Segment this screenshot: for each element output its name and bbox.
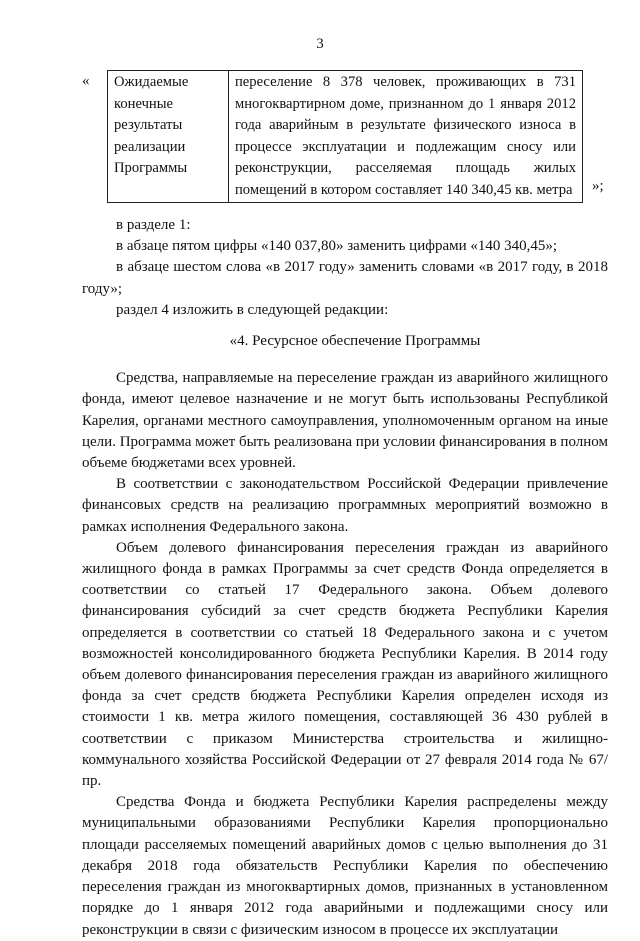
document-body	[82, 215, 608, 941]
paragraph-financing-volume: Объем долевого финансирования переселения граждан из аварийного жилищного фонда в рамках Программы за счет средств Фонда определяется в соответствии со статьей 17 Федерального закона. Объем долевого финансирования субсидий за счет средств бюджета Республики Карелия определяется в соответствии со статьей 18 Федерального закона и с учетом возможностей консолидированного бюджета Республики Карелия. В 2014 году объем долевого финансирования переселения граждан из аварийного жилищного фонда за счет средств бюджета Республики Карелия определен исходя из стоимости 1 кв. метра жилого помещения, составляющей 36 430 рублей в соответствии с приказом Министерства строительства и жилищно-коммунального хозяйства Российской Федерации от 27 февраля 2014 года № 67/пр.	[82, 539, 608, 790]
paragraph-sixth-clause: в абзаце шестом слова «в 2017 году» заменить словами «в 2017 году, в 2018 году»;	[82, 259, 608, 297]
table-row	[108, 71, 583, 203]
paragraph-fifth-clause: в абзаце пятом цифры «140 037,80» заменить цифрами «140 340,45»;	[116, 238, 558, 255]
closing-quote: »;	[592, 178, 604, 194]
paragraph-section-1: в разделе 1:	[116, 217, 191, 233]
table-label-cell: Ожидаемые конечные результаты реализации Программы	[108, 71, 229, 203]
table-content-cell: переселение 8 378 человек, проживающих в 731 многоквартирном доме, признанном до 1 января 2012 года аварийным в результате физического износа в процессе эксплуатации и подлежащим сносу или реконструкции, расселяемая площадь жилых помещений в котором составляет 140 340,45 кв. метра	[229, 71, 583, 203]
paragraph-distribution: Средства Фонда и бюджета Республики Карелия распределены между муниципальными образованиями Республики Карелия пропорционально площади расселяемых помещений аварийных домов с целью выполнения до 31 декабря 2018 года обязательств Республики Карелия по обеспечению переселения граждан из многоквартирных домов, признанных в установленном порядке до 1 января 2012 года аварийными и подлежащими сносу или реконструкции в связи с физическим износом в процессе их эксплуатации	[82, 794, 608, 938]
program-passport-table	[107, 70, 583, 203]
opening-quote: «	[82, 73, 90, 89]
paragraph-legislation: В соответствии с законодательством Российской Федерации привлечение финансовых средств на реализацию программных мероприятий возможно в рамках исполнения Федерального закона.	[82, 476, 608, 535]
paragraph-funds-purpose: Средства, направляемые на переселение граждан из аварийного жилищного фонда, имеют целевое назначение и не могут быть использованы Республикой Карелия, органами местного самоуправления, уполномоченным органом на иные цели. Программа может быть реализована при условии финансирования в полном объеме бюджетами всех уровней.	[82, 370, 608, 472]
paragraph-section-4: раздел 4 изложить в следующей редакции:	[116, 301, 389, 318]
section-heading: «4. Ресурсное обеспечение Программы	[229, 333, 481, 350]
page-number: 3	[316, 36, 324, 52]
